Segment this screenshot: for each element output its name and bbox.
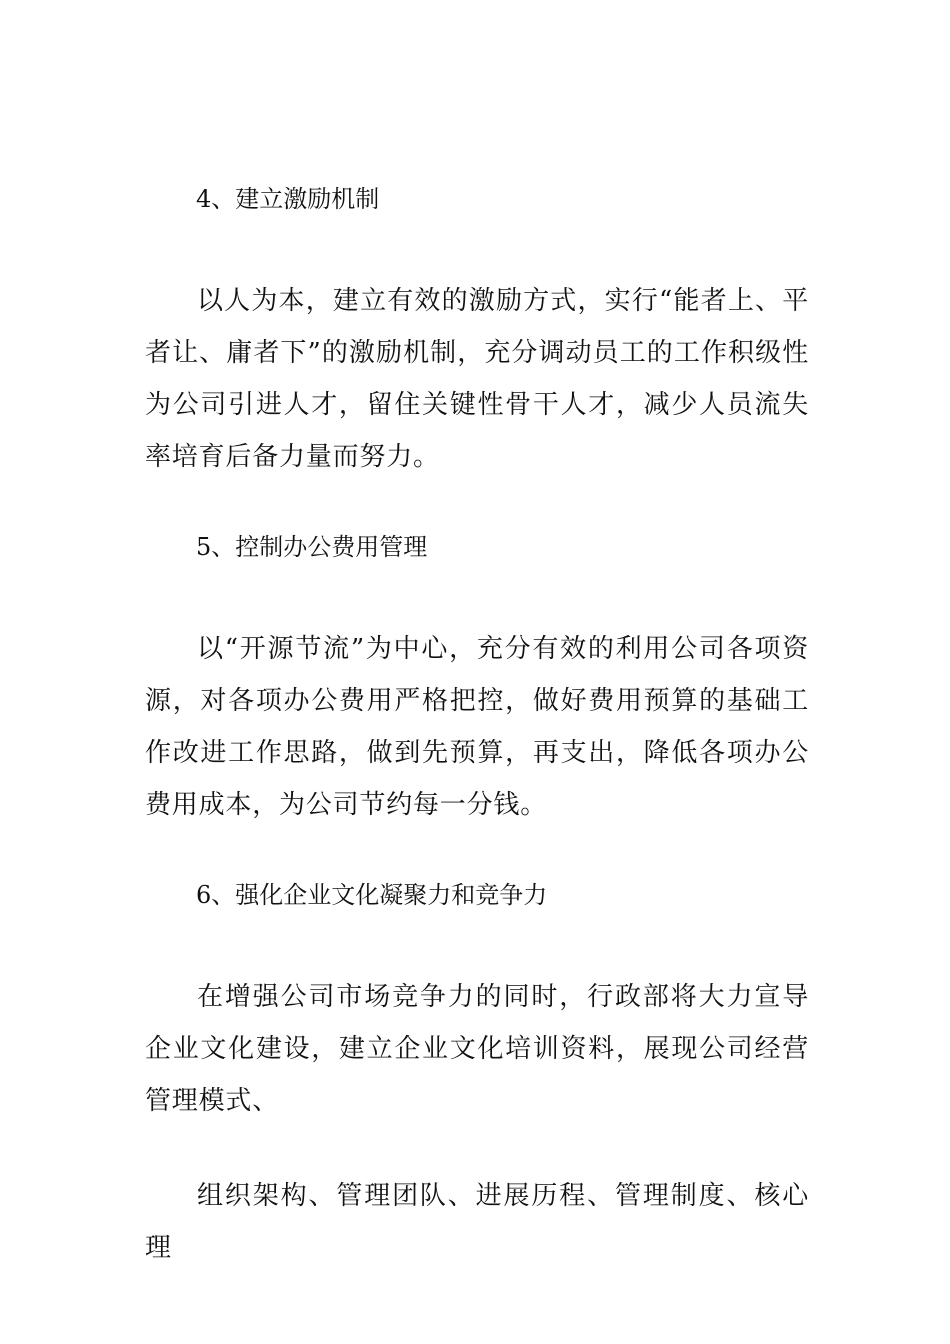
section-heading-5: 5、控制办公费用管理	[196, 533, 428, 561]
section-heading-4: 4、建立激励机制	[196, 185, 380, 213]
section-paragraph-6-continued: 组织架构、管理团队、进展历程、管理制度、核心理	[145, 1181, 809, 1263]
section-paragraph-6: 在增强公司市场竞争力的同时，行政部将大力宣导企业文化建设，建立企业文化培训资料，展现公司经营管理模式、	[145, 982, 809, 1116]
section-paragraph-5: 以“开源节流”为中心，充分有效的利用公司各项资源，对各项办公费用严格把控，做好费用预算的基础工作改进工作思路，做到先预算，再支出，降低各项办公费用成本，为公司节约每一分钱。	[145, 634, 809, 820]
section-paragraph-4: 以人为本，建立有效的激励方式，实行“能者上、平者让、庸者下”的激励机制，充分调动员工的工作积级性为公司引进人才，留住关键性骨干人才，减少人员流失率培育后备力量而努力。	[145, 286, 809, 472]
section-heading-6: 6、强化企业文化凝聚力和竞争力	[196, 881, 548, 909]
